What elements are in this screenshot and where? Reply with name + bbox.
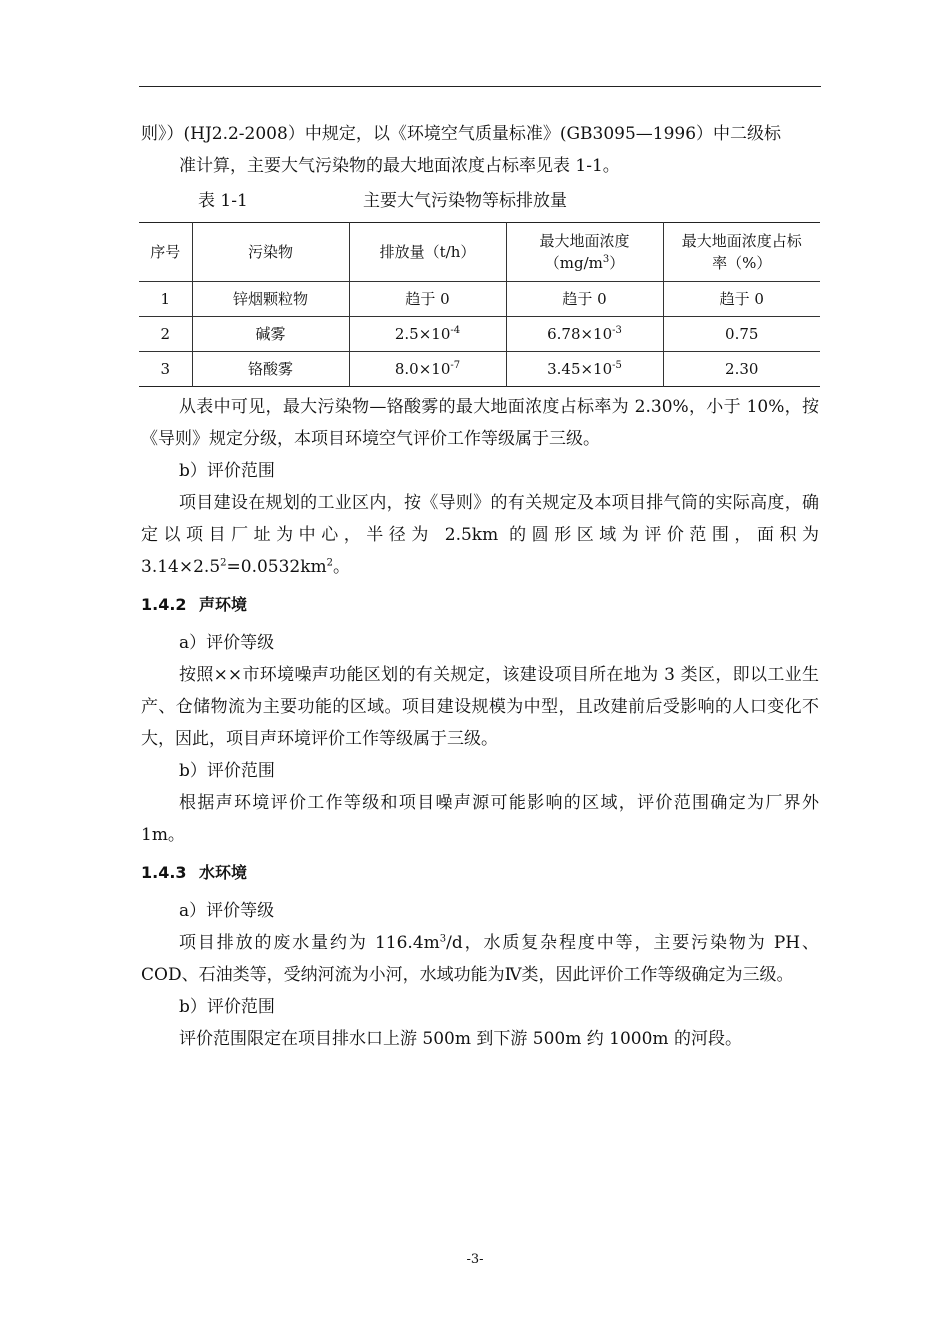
row-emission [349,317,506,352]
header-conc-sup: 3 [602,254,610,265]
header-emission: 排放量（t/h） [349,223,506,282]
water-level-sup: 3 [439,933,447,945]
row-emission-base: 2.5×10 [394,325,451,343]
section-title: 水环境 [199,863,248,882]
row-concentration [506,317,663,352]
row-no: 3 [139,352,192,387]
noise-level-text: 按照××市环境噪声功能区划的有关规定，该建设项目所在地为 3 类区，即以工业生产、仓储物流为主要功能的区域。项目建设规模为中型，且改建前后受影响的人口变化不大，因此，项目声环境评价工作等级属于三级。 [141,665,819,749]
air-scope-sup1: 2 [220,557,227,569]
header-conc-close: ） [609,254,625,272]
noise-scope-label: b）评价范围 [179,761,275,781]
header-conc-unit: （mg/m [544,254,603,272]
header-ratio-line2: 率（%） [712,254,772,272]
water-scope-label: b）评价范围 [179,997,275,1017]
row-pollutant: 碱雾 [192,317,349,352]
row-no: 2 [139,317,192,352]
table-caption [141,182,819,222]
row-emission [349,282,506,317]
intro-line-1: 则》）(HJ2.2-2008）中规定，以《环境空气质量标准》(GB3095—1996）中二级标 [141,124,782,144]
water-level-text [141,927,819,991]
row-conc-base: 6.78×10 [547,325,613,343]
noise-scope-text: 根据声环境评价工作等级和项目噪声源可能影响的区域，评价范围确定为厂界外 1m。 [141,793,819,845]
water-level-label: a）评价等级 [179,901,275,921]
header-rule [139,86,821,87]
table-header-row [139,223,820,282]
row-concentration [506,282,663,317]
air-conclusion: 从表中可见，最大污染物—铬酸雾的最大地面浓度占标率为 2.30%，小于 10%，按《导则》规定分级，本项目环境空气评价工作等级属于三级。 [141,397,819,449]
row-pollutant: 铬酸雾 [192,352,349,387]
page-number: -3- [466,1252,484,1267]
header-concentration [506,223,663,282]
row-emission-base: 趋于 0 [405,290,450,308]
row-emission-exp: -4 [450,325,461,336]
intro-line-2: 准计算，主要大气污染物的最大地面浓度占标率见表 1-1。 [179,156,620,176]
row-ratio: 趋于 0 [663,282,820,317]
header-ratio [663,223,820,282]
noise-level-label: a）评价等级 [179,633,275,653]
pollutant-table [139,222,820,387]
row-emission-base: 8.0×10 [394,360,451,378]
row-conc-exp: -5 [612,360,622,371]
water-level-main: 项目排放的废水量约为 116.4m [179,933,440,953]
table-row [139,352,820,387]
row-ratio: 2.30 [663,352,820,387]
row-ratio: 0.75 [663,317,820,352]
section-number: 1.4.2 [141,595,187,614]
row-conc-base: 3.45×10 [547,360,613,378]
water-level-rest: /d，水质复杂程度中等，主要污染物为 PH、COD、石油类等，受纳河流为小河，水域功能为Ⅳ类，因此评价工作等级确定为三级。 [141,933,819,985]
section-title: 声环境 [199,595,248,614]
row-no: 1 [139,282,192,317]
row-emission [349,352,506,387]
row-pollutant: 锌烟颗粒物 [192,282,349,317]
table-row [139,282,820,317]
row-emission-exp: -7 [450,360,461,371]
section-heading-water [141,851,819,895]
table-caption-title: 主要大气污染物等标排放量 [363,191,567,211]
header-conc-line1: 最大地面浓度 [539,232,630,250]
document-body [141,118,819,1055]
air-scope-sup2: 2 [326,557,334,569]
air-scope-main: 项目建设在规划的工业区内，按《导则》的有关规定及本项目排气筒的实际高度，确定以项目厂址为中心，半径为 2.5km 的圆形区域为评价范围，面积为 3.14×2.5 [141,493,819,577]
air-scope-end: 。 [333,557,351,577]
header-pollutant: 污染物 [192,223,349,282]
table-caption-id: 表 1-1 [198,191,248,211]
row-conc-exp: -3 [612,325,622,336]
row-concentration [506,352,663,387]
table-row [139,317,820,352]
air-scope-area: =0.0532km [226,557,327,577]
air-scope-label: b）评价范围 [179,461,275,481]
air-scope-text [141,487,819,583]
water-scope-text: 评价范围限定在项目排水口上游 500m 到下游 500m 约 1000m 的河段。 [179,1029,742,1049]
section-heading-noise [141,583,819,627]
row-conc-base: 趋于 0 [562,290,607,308]
header-no: 序号 [150,243,181,261]
section-number: 1.4.3 [141,863,187,882]
header-ratio-line1: 最大地面浓度占标 [681,232,802,250]
